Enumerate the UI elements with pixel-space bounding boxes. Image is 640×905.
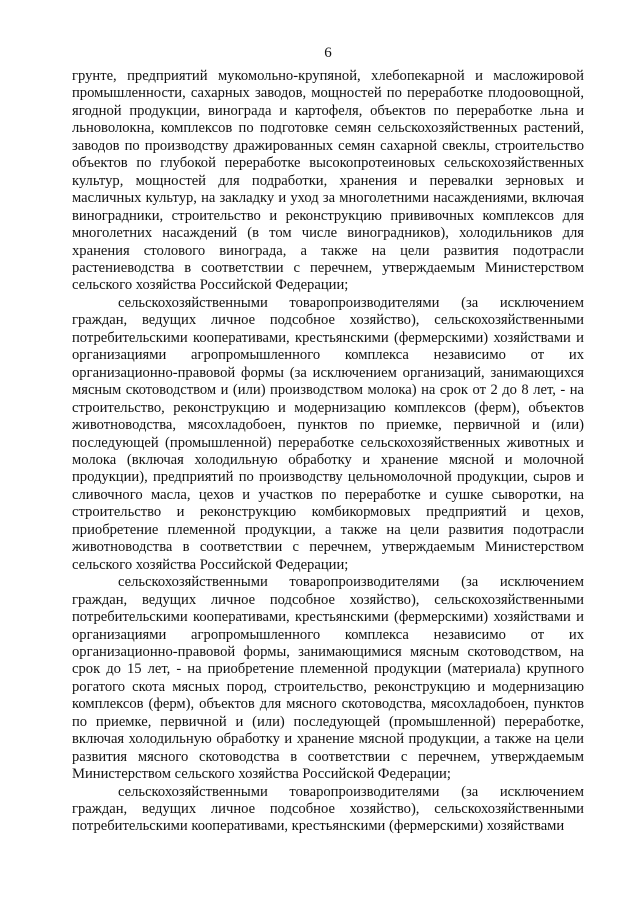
paragraph-livestock: сельскохозяйственными товаропроизводителями (за исключением граждан, ведущих личное подсобное хозяйство), сельскохозяйственными потребительскими кооперативами, крестьянскими (фермерскими) хозяйствами и организациями агропромышленного комплекса независимо от их организационно-правовой формы (за исключением организаций, занимающихся мясным скотоводством и (или) производством молока) на срок от 2 до 8 лет, - на строительство, реконструкцию и модернизацию комплексов (ферм), объектов животноводства, мясохладобоен, пунктов по приемке, первичной и (или) последующей (промышленной) переработке сельскохозяйственных животных и молока (включая холодильную обработку и хранение мясной и молочной продукции), предприятий по производству цельномолочной продукции, сыров и сливочного масла, цехов и участков по переработке и сушке сыворотки, на строительство и реконструкцию комбикормовых предприятий и цехов, приобретение племенной продукции, а также на цели развития подотрасли животноводства в соответствии с перечнем, утверждаемым Министерством сельского хозяйства Российской Федерации; [72,294,584,573]
document-body [72,68,584,836]
paragraph-producers: сельскохозяйственными товаропроизводителями (за исключением граждан, ведущих личное подсобное хозяйство), сельскохозяйственными потребительскими кооперативами, крестьянскими (фермерскими) хозяйствами [72,783,584,835]
paragraph-continuation: грунте, предприятий мукомольно-крупяной, хлебопекарной и масложировой промышленности, сахарных заводов, мощностей по переработке плодоовощной, ягодной продукции, винограда и картофеля, объектов по переработке льна и льноволокна, комплексов по подготовке семян сельскохозяйственных растений, заводов по производству дражированных семян сахарной свеклы, строительство объектов по глубокой переработке высокопротеиновых сельскохозяйственных культур, мощностей для подработки, хранения и перевалки зерновых и масличных культур, на закладку и уход за многолетними насаждениями, включая виноградники, строительство и реконструкцию прививочных комплексов для многолетних насаждений (в том числе виноградников), холодильников для хранения столового винограда, а также на цели развития подотрасли растениеводства в соответствии с перечнем, утверждаемым Министерством сельского хозяйства Российской Федерации; [72,68,584,294]
paragraph-beef-cattle: сельскохозяйственными товаропроизводителями (за исключением граждан, ведущих личное подсобное хозяйство), сельскохозяйственными потребительскими кооперативами, крестьянскими (фермерскими) хозяйствами и организациями агропромышленного комплекса независимо от их организационно-правовой формы, занимающимися мясным скотоводством, на срок до 15 лет, - на приобретение племенной продукции (материала) крупного рогатого скота мясных пород, строительство, реконструкцию и модернизацию комплексов (ферм), объектов для мясного скотоводства, мясохладобоен, пунктов по приемке, первичной и (или) последующей (промышленной) переработке, включая холодильную обработку и хранение мясной продукции, а также на цели развития мясного скотоводства в соответствии с перечнем, утверждаемым Министерством сельского хозяйства Российской Федерации; [72,574,584,783]
page-number: 6 [324,45,332,61]
